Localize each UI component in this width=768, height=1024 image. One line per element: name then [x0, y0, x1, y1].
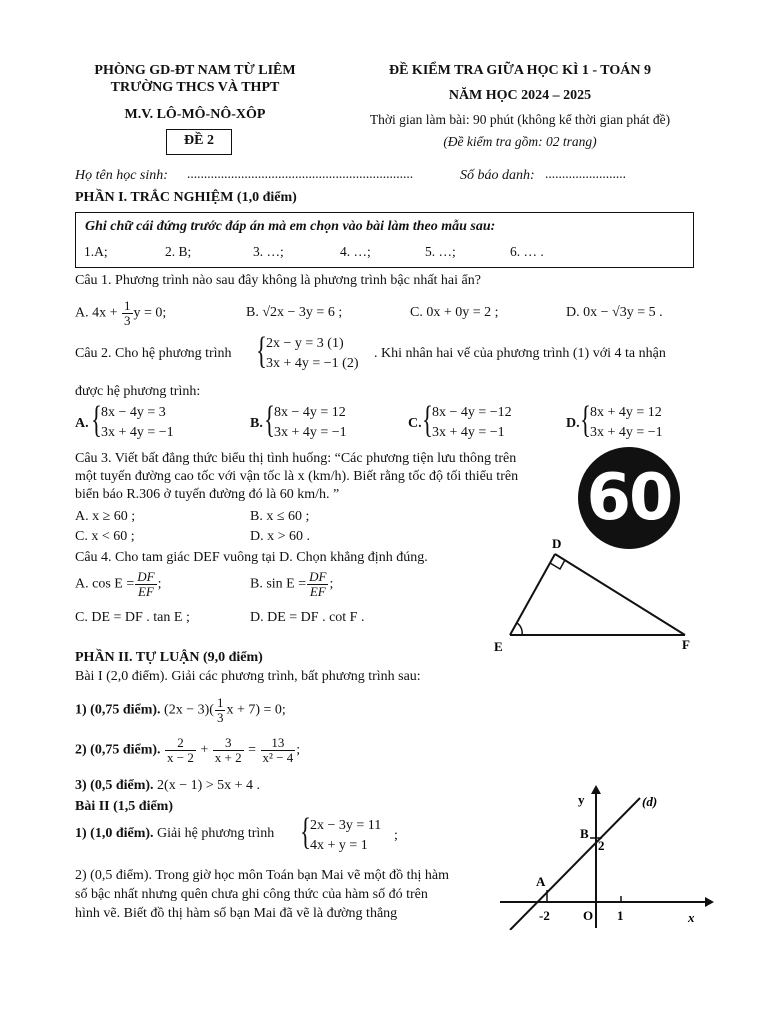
- triangle-def-figure: [480, 530, 700, 660]
- q3-option-d: D. x > 60 .: [250, 529, 311, 544]
- b2-2-line2: số bậc nhất nhưng quên chưa ghi công thức của hàm số đó trên: [75, 887, 428, 902]
- vertex-f: F: [682, 637, 690, 652]
- b1-3: 3) (0,5 điểm). 2(x − 1) > 5x + 4 .: [75, 778, 261, 793]
- q4-option-c: C. DE = DF . tan E ;: [75, 610, 190, 625]
- q3-option-b: B. x ≤ 60 ;: [250, 509, 310, 524]
- q4-text: Câu 4. Cho tam giác DEF vuông tại D. Chọn khẳng định đúng.: [75, 550, 428, 565]
- point-a-label: A: [536, 874, 546, 889]
- q2-option-c: 8x − 4y = −12 3x + 4y = −1: [432, 405, 512, 440]
- pages-note: (Đề kiểm tra gồm: 02 trang): [443, 134, 597, 149]
- time-note: Thời gian làm bài: 90 phút (không kể thời gian phát đề): [369, 112, 671, 127]
- vertex-d: D: [552, 536, 562, 551]
- q4-option-d: D. DE = DF . cot F .: [250, 610, 365, 625]
- part2-title: PHẦN II. TỰ LUẬN (9,0 điểm): [75, 650, 263, 665]
- q2-tail: . Khi nhân hai vế của phương trình (1) với 4 ta nhận: [374, 346, 666, 361]
- q2-c-label: C.: [408, 416, 422, 431]
- q2-option-b: 8x − 4y = 12 3x + 4y = −1: [274, 405, 347, 440]
- q2-b-brace: {: [264, 399, 275, 441]
- side-df: [555, 554, 685, 635]
- linear-graph-figure: [490, 780, 720, 930]
- q2-a-label: A.: [75, 416, 89, 431]
- angle-e-arc: [517, 623, 522, 635]
- q4-option-a: A. cos E = $\frac{DF}{EF}$ ;: [75, 569, 162, 599]
- student-id-dots: ........................: [545, 166, 626, 181]
- q2-d-label: D.: [566, 416, 580, 431]
- q2-brace: {: [256, 330, 267, 372]
- student-id-label: Số báo danh:: [460, 168, 535, 183]
- sample-1: 1.A;: [84, 244, 108, 259]
- q2-a-brace: {: [91, 399, 102, 441]
- sample-4: 4. …;: [340, 244, 371, 259]
- b2-1-system: 2x − 3y = 11 4x + y = 1: [310, 818, 382, 853]
- part1-title: PHẦN I. TRẮC NGHIỆM (1,0 điểm): [75, 190, 297, 205]
- b2-1: 1) (1,0 điểm). Giải hệ phương trình: [75, 826, 275, 841]
- question-1: Câu 1. Phương trình nào sau đây không là phương trình bậc nhất hai ẩn?: [75, 273, 481, 288]
- b2-2-line1: 2) (0,5 điểm). Trong giờ học môn Toán bạn Mai vẽ một đồ thị hàm: [75, 868, 450, 883]
- vertex-e: E: [494, 639, 503, 654]
- x-axis-arrow: [705, 897, 714, 907]
- exam-title: ĐỀ KIỂM TRA GIỮA HỌC KÌ 1 - TOÁN 9: [388, 63, 652, 78]
- x-tick-one-label: 1: [617, 908, 624, 923]
- b1-1: 1) (0,75 điểm). (2x − 3)( $\frac{1}{3}$ x + 7) = 0;: [75, 695, 286, 725]
- line-d-label: (d): [642, 794, 658, 809]
- student-name-dots: ...................................................................: [187, 166, 414, 181]
- q3-line1: Câu 3. Viết bất đẳng thức biểu thị tình huống: “Các phương tiện lưu thông trên: [75, 451, 517, 466]
- q3-option-a: A. x ≥ 60 ;: [75, 509, 136, 524]
- q1-option-c: C. 0x + 0y = 2 ;: [410, 305, 499, 320]
- sample-3: 3. …;: [253, 244, 284, 259]
- dept-name: PHÒNG GD-ĐT NAM TỪ LIÊM: [94, 63, 296, 78]
- q2-option-d: 8x + 4y = 12 3x + 4y = −1: [590, 405, 663, 440]
- speed-limit-value: 60: [586, 461, 672, 535]
- q2-d-brace: {: [580, 399, 591, 441]
- x-tick-minus-two-label: -2: [539, 908, 550, 923]
- b2-1-semicolon: ;: [394, 828, 398, 843]
- q1-option-a: A. 4x + $\frac{1}{3}$ y = 0;: [75, 298, 167, 328]
- q2-b-label: B.: [250, 416, 263, 431]
- student-name-label: Họ tên học sinh:: [75, 168, 168, 183]
- right-angle-mark: [550, 560, 565, 569]
- x-label: x: [688, 910, 695, 925]
- q4-option-b: B. sin E = $\frac{DF}{EF}$ ;: [250, 569, 334, 599]
- school-year: NĂM HỌC 2024 – 2025: [448, 88, 592, 103]
- q3-line2: một tuyến đường cao tốc với vận tốc là x (km/h). Biết rằng tốc độ tối thiểu trên: [75, 469, 519, 484]
- y-tick-two-label: 2: [598, 838, 605, 853]
- q2-system: 2x − y = 3 (1) 3x + 4y = −1 (2): [266, 336, 359, 371]
- b1-2: 2) (0,75 điểm). $\frac{2}{x - 2}$ + $\frac{3}{x + 2}$ = $\frac{13}{\text{x² − 4}}$ ;: [75, 735, 301, 765]
- b1-title: Bài I (2,0 điểm). Giải các phương trình, bất phương trình sau:: [75, 669, 421, 684]
- q1-option-d: D. 0x − √3y = 5 .: [566, 305, 663, 320]
- b2-2-line3: hình vẽ. Biết đồ thị hàm số bạn Mai đã vẽ là đường thẳng: [75, 906, 398, 921]
- side-de: [510, 554, 555, 635]
- sample-6: 6. … .: [510, 244, 544, 259]
- part1-instruction: Ghi chữ cái đứng trước đáp án mà em chọn vào bài làm theo mẫu sau:: [85, 219, 496, 234]
- q3-line3: biển báo R.306 ở tuyến đường đó là 60 km/h. ”: [75, 487, 340, 502]
- sample-2: 2. B;: [165, 244, 192, 259]
- point-b-label: B: [580, 826, 589, 841]
- b2-1-brace: {: [300, 811, 311, 853]
- q2-lead: Câu 2. Cho hệ phương trình: [75, 346, 232, 361]
- q3-option-c: C. x < 60 ;: [75, 529, 135, 544]
- y-label: y: [578, 792, 585, 807]
- q2-line2: được hệ phương trình:: [75, 384, 201, 399]
- sample-5: 5. …;: [425, 244, 456, 259]
- school-name: TRƯỜNG THCS VÀ THPT: [110, 80, 280, 95]
- y-axis-arrow: [591, 785, 601, 794]
- q2-c-brace: {: [422, 399, 433, 441]
- school-name-2: M.V. LÔ-MÔ-NÔ-XÔP: [124, 107, 266, 122]
- q2-option-a: 8x − 4y = 3 3x + 4y = −1: [101, 405, 174, 440]
- origin-label: O: [583, 908, 594, 923]
- q1-option-b: B. √2x − 3y = 6 ;: [246, 305, 343, 320]
- b2-title: Bài II (1,5 điểm): [75, 799, 173, 814]
- exam-code: ĐỀ 2: [184, 133, 214, 148]
